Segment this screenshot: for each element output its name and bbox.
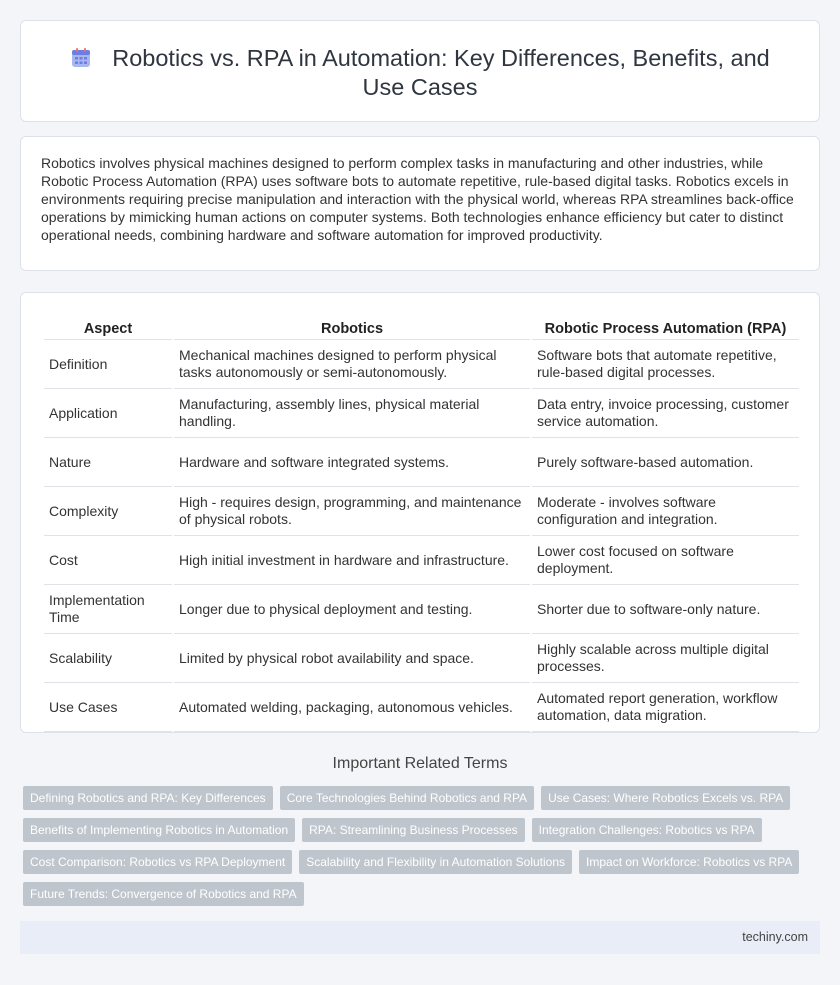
title-card: [20, 20, 820, 122]
aspect-cell: Complexity: [44, 487, 172, 536]
aspect-cell: Application: [44, 389, 172, 438]
rpa-cell: Software bots that automate repetitive, rule-based digital processes.: [532, 340, 799, 389]
header-robotics: Robotics: [174, 315, 530, 340]
header-rpa: Robotic Process Automation (RPA): [532, 315, 799, 340]
related-terms-title: Important Related Terms: [332, 755, 508, 772]
related-term-tag[interactable]: Defining Robotics and RPA: Key Differences: [23, 786, 273, 810]
aspect-cell: Scalability: [44, 634, 172, 683]
rpa-cell: Lower cost focused on software deployment.: [532, 536, 799, 585]
table-row: [44, 438, 799, 487]
related-term-tag[interactable]: Cost Comparison: Robotics vs RPA Deployment: [23, 850, 292, 874]
robotics-cell: High - requires design, programming, and maintenance of physical robots.: [174, 487, 530, 536]
robotics-cell: Manufacturing, assembly lines, physical material handling.: [174, 389, 530, 438]
intro-paragraph: Robotics involves physical machines designed to perform complex tasks in manufacturing and other industries, while Robotic Process Automation (RPA) uses software bots to automate repetitive, rule-based digital tasks. Robotics excels in environments requiring precise manipulation and interaction with the physical world, whereas RPA streamlines back-office operations by mimicking human actions on computer systems. Both technologies enhance efficiency but cater to distinct operational needs, combining hardware and software automation for improved productivity.: [41, 155, 794, 243]
header-aspect: Aspect: [44, 315, 172, 340]
related-term-tag[interactable]: RPA: Streamlining Business Processes: [302, 818, 525, 842]
related-terms-list: [23, 786, 823, 914]
table-row: [44, 634, 799, 683]
page-title: [61, 44, 779, 102]
rpa-cell: Automated report generation, workflow automation, data migration.: [532, 683, 799, 732]
table-row: [44, 389, 799, 438]
table-row: [44, 340, 799, 389]
related-term-tag[interactable]: Integration Challenges: Robotics vs RPA: [532, 818, 762, 842]
robotics-cell: High initial investment in hardware and infrastructure.: [174, 536, 530, 585]
rpa-cell: Shorter due to software-only nature.: [532, 585, 799, 634]
comparison-card: [20, 292, 820, 733]
related-term-tag[interactable]: Scalability and Flexibility in Automation Solutions: [299, 850, 572, 874]
table-row: [44, 683, 799, 732]
related-term-tag[interactable]: Future Trends: Convergence of Robotics and RPA: [23, 882, 304, 906]
rpa-cell: Moderate - involves software configuration and integration.: [532, 487, 799, 536]
aspect-cell: Implementation Time: [44, 585, 172, 634]
page-title-text: Robotics vs. RPA in Automation: Key Differences, Benefits, and Use Cases: [112, 45, 770, 100]
comparison-table: [42, 315, 801, 732]
robotics-cell: Longer due to physical deployment and testing.: [174, 585, 530, 634]
aspect-cell: Cost: [44, 536, 172, 585]
aspect-cell: Use Cases: [44, 683, 172, 732]
aspect-cell: Definition: [44, 340, 172, 389]
aspect-cell: Nature: [44, 438, 172, 487]
robotics-cell: Hardware and software integrated systems.: [174, 438, 530, 487]
robotics-cell: Automated welding, packaging, autonomous vehicles.: [174, 683, 530, 732]
related-term-tag[interactable]: Use Cases: Where Robotics Excels vs. RPA: [541, 786, 790, 810]
rpa-cell: Data entry, invoice processing, customer service automation.: [532, 389, 799, 438]
related-term-tag[interactable]: Benefits of Implementing Robotics in Automation: [23, 818, 295, 842]
footer: [20, 921, 820, 954]
rpa-cell: Purely software-based automation.: [532, 438, 799, 487]
robotics-cell: Mechanical machines designed to perform physical tasks autonomously or semi-autonomously.: [174, 340, 530, 389]
footer-site-link[interactable]: techiny.com: [742, 930, 808, 944]
robotics-cell: Limited by physical robot availability and space.: [174, 634, 530, 683]
calendar-icon: [70, 47, 92, 69]
table-row: [44, 487, 799, 536]
related-term-tag[interactable]: Impact on Workforce: Robotics vs RPA: [579, 850, 799, 874]
rpa-cell: Highly scalable across multiple digital processes.: [532, 634, 799, 683]
table-header-row: [44, 315, 799, 340]
intro-card: [20, 136, 820, 271]
related-term-tag[interactable]: Core Technologies Behind Robotics and RPA: [280, 786, 534, 810]
table-row: [44, 536, 799, 585]
table-row: [44, 585, 799, 634]
